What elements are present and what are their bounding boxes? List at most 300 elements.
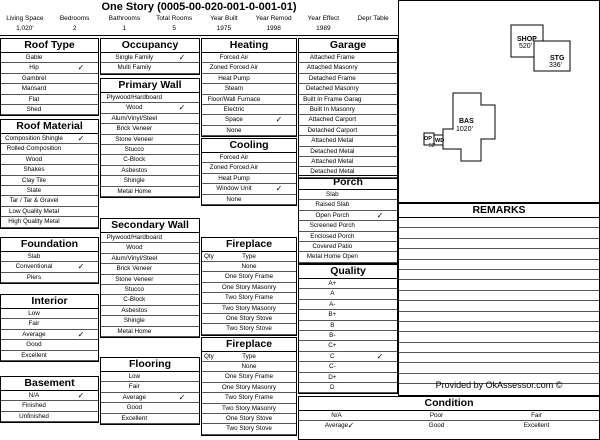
option-row[interactable] (101, 254, 199, 264)
option-label: A (330, 290, 335, 298)
fireplace-option-row[interactable] (202, 393, 296, 403)
option-row[interactable] (101, 306, 199, 316)
option-label: B- (329, 331, 336, 339)
qty-header: Qty (204, 353, 214, 360)
option-label: Shingle (123, 317, 145, 325)
option-label: Built In Masonry (309, 105, 355, 113)
fireplace-option-row[interactable] (202, 372, 296, 382)
option-row[interactable] (1, 196, 98, 206)
check-mark-icon: ✓ (77, 262, 85, 272)
option-row[interactable] (1, 176, 98, 186)
garage-section (298, 38, 398, 179)
option-row[interactable] (1, 351, 98, 361)
remarks-line[interactable] (399, 249, 599, 259)
foundation-title: Foundation (1, 238, 98, 252)
option-row[interactable] (299, 74, 397, 84)
fireplace-option-row[interactable] (202, 414, 296, 424)
header-field (0, 14, 50, 36)
option-label: Piers (26, 273, 42, 281)
option-row[interactable] (299, 373, 397, 383)
remarks-line[interactable] (399, 291, 599, 301)
option-row[interactable] (299, 200, 397, 210)
option-label: B+ (328, 311, 337, 319)
option-row[interactable] (299, 63, 397, 73)
option-row[interactable] (1, 330, 98, 340)
option-label: Shed (26, 105, 42, 113)
option-label: D (330, 383, 335, 391)
header-field-label: Bathrooms (108, 15, 141, 22)
option-row[interactable] (1, 165, 98, 175)
building-sketch (398, 0, 600, 203)
option-label: Stone Veneer (115, 135, 154, 143)
option-label: Flat (28, 95, 40, 103)
option-row[interactable] (299, 383, 397, 393)
option-label: Attached Frame (309, 54, 355, 61)
fireplace-title: Fireplace (202, 238, 296, 252)
option-row[interactable] (101, 103, 199, 113)
op-label: OP (424, 136, 432, 142)
occupancy-title: Occupancy (101, 39, 199, 53)
option-label: Unfinished (19, 412, 49, 420)
option-row[interactable] (101, 295, 199, 305)
option-row[interactable] (299, 147, 397, 157)
quality-title: Quality (299, 265, 397, 279)
check-mark-icon: ✓ (77, 329, 85, 339)
option-row[interactable] (1, 134, 98, 144)
fireplace-option-row[interactable] (202, 404, 296, 414)
header-field (249, 14, 299, 36)
fireplace-option-label: None (241, 363, 257, 370)
fireplace-header-row (202, 252, 296, 262)
option-label: Asbestos (121, 166, 148, 174)
remarks-line[interactable] (399, 363, 599, 373)
fireplace-option-row[interactable] (202, 262, 296, 272)
fireplace-option-row[interactable] (202, 283, 296, 293)
porch-section (298, 175, 398, 264)
fireplace-header-row (202, 352, 296, 362)
option-row[interactable] (1, 340, 98, 350)
option-label: Detached Carport (307, 126, 358, 134)
heating-section (201, 38, 297, 137)
roof-material-section (0, 119, 99, 229)
condition-section (298, 396, 600, 440)
option-label: Single Family (115, 54, 154, 61)
option-label: Detached Metal (310, 147, 355, 155)
fireplace-option-label: One Story Stove (225, 314, 273, 322)
option-row[interactable] (299, 242, 397, 252)
option-row[interactable] (299, 300, 397, 310)
option-label: Stucco (124, 285, 144, 293)
option-label: Clay Tile (21, 176, 47, 184)
option-row[interactable] (202, 184, 296, 194)
remarks-title: REMARKS (399, 204, 599, 218)
option-label: Wood (126, 104, 143, 112)
option-label: Average (122, 393, 146, 401)
fireplace-option-row[interactable] (202, 383, 296, 393)
remarks-line[interactable] (399, 218, 599, 228)
header-field-label: Depr Table (357, 15, 389, 22)
remarks-line[interactable] (399, 270, 599, 280)
option-label: C-Block (123, 296, 146, 304)
option-label: Brick Veneer (116, 265, 153, 273)
option-label: Enclosed Porch (310, 232, 355, 240)
g-label: 52' (429, 143, 436, 149)
fireplace-option-row[interactable] (202, 324, 296, 334)
header-field (50, 14, 100, 36)
header-field-value: 1989 (316, 25, 331, 32)
option-label: Low Quality Metal (8, 207, 59, 215)
secondary-wall-section (100, 218, 200, 338)
option-row[interactable] (299, 53, 397, 63)
option-label: Metal Home (117, 187, 152, 195)
option-label: Mansard (21, 85, 47, 93)
option-label: Electric (223, 105, 245, 113)
option-label: Slab (326, 191, 339, 198)
header-field (348, 14, 398, 36)
option-row[interactable] (299, 95, 397, 105)
option-label: Metal Home Open (306, 253, 358, 261)
basement-section (0, 376, 99, 423)
option-row[interactable] (202, 53, 296, 63)
fireplace-option-label: One Story Frame (224, 273, 274, 281)
stg-area: 336' (549, 62, 563, 69)
option-row[interactable] (299, 341, 397, 351)
remarks-line[interactable] (399, 343, 599, 353)
option-row[interactable] (202, 95, 296, 105)
fireplace-option-row[interactable] (202, 314, 296, 324)
option-row[interactable] (101, 382, 199, 392)
roof-material-title: Roof Material (1, 120, 98, 134)
option-row[interactable] (299, 157, 397, 167)
header-field (149, 14, 199, 36)
condition-option[interactable]: Good (428, 422, 445, 429)
option-row[interactable] (1, 155, 98, 165)
option-label: Screened Porch (309, 222, 355, 230)
secondary-wall-title: Secondary Wall (101, 219, 199, 233)
condition-title: Condition (299, 397, 599, 411)
header-field-label: Living Space (6, 15, 44, 22)
option-row[interactable] (202, 153, 296, 163)
option-row[interactable] (101, 176, 199, 186)
check-mark-icon: ✓ (77, 63, 85, 73)
option-row[interactable] (101, 135, 199, 145)
option-label: A+ (328, 280, 337, 287)
remarks-line[interactable] (399, 228, 599, 238)
option-row[interactable] (299, 115, 397, 125)
option-row[interactable] (101, 124, 199, 134)
option-label: Heat Pump (218, 174, 250, 182)
header-field-value: 1975 (216, 25, 232, 32)
option-label: Stone Veneer (115, 275, 154, 283)
fireplace-option-label: One Story Frame (224, 373, 274, 381)
fireplace-option-row[interactable] (202, 272, 296, 282)
check-mark-icon: ✓ (178, 53, 186, 62)
option-row[interactable] (299, 211, 397, 221)
option-label: Brick Veneer (116, 125, 153, 133)
option-label: C (330, 352, 335, 360)
option-label: Attached Metal (311, 137, 354, 145)
condition-option[interactable]: Fair (531, 412, 542, 419)
foundation-section (0, 237, 99, 284)
fireplace-option-label: Two Story Stove (226, 325, 272, 333)
option-label: Fair (28, 320, 40, 328)
check-mark-icon: ✓ (77, 391, 85, 400)
option-label: A- (329, 300, 336, 308)
option-label: Zoned Forced Air (209, 164, 259, 172)
option-row[interactable] (202, 84, 296, 94)
option-label: Detached Frame (308, 74, 356, 82)
option-label: Composition Shingle (5, 135, 63, 142)
check-mark-icon: ✓ (275, 115, 283, 125)
cooling-section (201, 138, 297, 206)
option-label: Good (126, 404, 143, 412)
cooling-title: Cooling (202, 139, 296, 153)
option-label: Shakes (23, 166, 45, 174)
header-field (199, 14, 249, 36)
option-row[interactable] (1, 412, 98, 422)
option-row[interactable] (1, 217, 98, 227)
option-row[interactable] (1, 63, 98, 73)
fireplace-option-label: One Story Masonry (221, 283, 277, 291)
option-label: Metal Home (117, 327, 152, 335)
header-field-label: Bedrooms (59, 15, 90, 22)
option-row[interactable] (299, 105, 397, 115)
header-field-label: Year Built (210, 15, 238, 22)
heating-title: Heating (202, 39, 296, 53)
remarks-line[interactable] (399, 353, 599, 363)
option-row[interactable] (202, 74, 296, 84)
fireplace-title: Fireplace (202, 338, 296, 352)
type-header: Type (242, 253, 256, 260)
option-label: Excellent (21, 351, 47, 359)
option-label: Attached Metal (311, 157, 354, 165)
option-label: Wood (25, 155, 43, 163)
fireplace-option-row[interactable] (202, 362, 296, 372)
roof-type-title: Roof Type (1, 39, 98, 53)
option-label: Attached Carport (308, 116, 357, 124)
option-label: Low (28, 310, 40, 317)
option-row[interactable] (299, 362, 397, 372)
option-row[interactable] (1, 319, 98, 329)
basement-title: Basement (1, 377, 98, 391)
option-label: Conventional (15, 263, 53, 271)
option-label: Zoned Forced Air (209, 64, 259, 72)
option-row[interactable] (1, 252, 98, 262)
option-row[interactable] (299, 136, 397, 146)
option-row[interactable] (1, 95, 98, 105)
option-row[interactable] (101, 372, 199, 382)
option-row[interactable] (299, 289, 397, 299)
option-label: Wood (126, 244, 143, 252)
option-label: Hip (29, 64, 39, 72)
option-label: Stucco (124, 145, 144, 153)
option-label: Gambrel (21, 74, 47, 82)
option-label: Rolled Composition (6, 145, 62, 153)
option-label: Heat Pump (218, 74, 250, 82)
option-label: Window Unit (216, 185, 252, 193)
option-row[interactable] (101, 275, 199, 285)
option-row[interactable] (299, 279, 397, 289)
option-label: Built In Frame Garag (303, 95, 362, 103)
remarks-line[interactable] (399, 280, 599, 290)
option-row[interactable] (1, 309, 98, 319)
option-label: B (330, 321, 335, 329)
option-row[interactable] (299, 126, 397, 136)
option-label: Forced Air (219, 54, 249, 61)
option-row[interactable] (299, 331, 397, 341)
option-label: Plywood/Hardboard (106, 94, 162, 101)
option-row[interactable] (202, 63, 296, 73)
option-label: Space (225, 116, 243, 124)
shop-area: 520' (519, 43, 533, 50)
interior-title: Interior (1, 295, 98, 309)
option-row[interactable] (1, 401, 98, 411)
option-label: C+ (328, 342, 337, 350)
option-row[interactable] (101, 145, 199, 155)
bas-label: BAS (459, 118, 474, 125)
option-label: Tar / Tar & Gravel (9, 197, 59, 205)
condition-option[interactable]: N/A (331, 412, 342, 419)
option-label: Slate (26, 186, 42, 194)
option-row[interactable] (1, 207, 98, 217)
fireplace-option-label: One Story Stove (225, 414, 273, 422)
roof-type-section (0, 38, 99, 116)
option-row[interactable] (101, 166, 199, 176)
option-row[interactable] (202, 195, 296, 205)
fireplace-option-row[interactable] (202, 304, 296, 314)
condition-option[interactable]: Poor (429, 412, 444, 419)
option-row[interactable] (101, 403, 199, 413)
remarks-line[interactable] (399, 322, 599, 332)
option-label: Fair (128, 383, 140, 391)
option-row[interactable] (1, 105, 98, 115)
option-row[interactable] (299, 232, 397, 242)
option-label: Alum/Vinyl/Steel (111, 114, 158, 122)
condition-option[interactable]: Excellent (523, 422, 550, 429)
option-label: Floor/Wall Furnace (207, 95, 261, 103)
option-row[interactable] (299, 84, 397, 94)
option-label: Multi Family (117, 64, 152, 72)
option-row[interactable] (1, 74, 98, 84)
option-row[interactable] (299, 321, 397, 331)
check-mark-icon: ✓ (178, 392, 186, 402)
primary-wall-section (100, 78, 200, 198)
option-row[interactable] (299, 252, 397, 262)
header-field-value: 1998 (266, 25, 281, 32)
option-label: Excellent (121, 414, 148, 422)
option-label: High Quality Metal (8, 218, 60, 226)
floor-plan-drawing (399, 1, 599, 202)
option-row[interactable] (299, 310, 397, 320)
option-row[interactable] (299, 221, 397, 231)
option-label: Plywood/Hardboard (106, 234, 162, 241)
option-label: N/A (28, 392, 40, 399)
option-row[interactable] (101, 316, 199, 326)
fireplace-option-row[interactable] (202, 293, 296, 303)
option-row[interactable] (1, 391, 98, 401)
option-row[interactable] (202, 115, 296, 125)
check-mark-icon: ✓ (275, 184, 283, 194)
option-row[interactable] (202, 174, 296, 184)
remarks-line[interactable] (399, 239, 599, 249)
option-row[interactable] (1, 144, 98, 154)
option-label: Finished (22, 402, 46, 410)
option-row[interactable] (101, 93, 199, 103)
option-row[interactable] (299, 190, 397, 200)
header-field-value: 5 (172, 25, 176, 32)
remarks-line[interactable] (399, 260, 599, 270)
remarks-line[interactable] (399, 312, 599, 322)
option-row[interactable] (101, 53, 199, 63)
option-row[interactable] (299, 352, 397, 362)
remarks-line[interactable] (399, 332, 599, 342)
option-label: C- (328, 363, 336, 371)
header-field (100, 14, 150, 36)
check-mark-icon: ✓ (178, 103, 186, 113)
option-row[interactable] (101, 285, 199, 295)
option-row[interactable] (101, 327, 199, 337)
option-row[interactable] (101, 233, 199, 243)
remarks-section (398, 203, 600, 396)
condition-row-2 (299, 421, 599, 431)
option-row[interactable] (1, 53, 98, 63)
fireplace-section-2 (201, 337, 297, 436)
option-row[interactable] (101, 264, 199, 274)
option-label: Attached Masonry (306, 64, 358, 72)
qty-header: Qty (204, 253, 214, 260)
bas-area: 1020' (456, 126, 473, 133)
option-label: Average (22, 330, 46, 338)
option-row[interactable] (101, 155, 199, 165)
option-row[interactable] (1, 273, 98, 283)
option-label: Covered Patio (312, 242, 353, 250)
option-label: Gable (25, 54, 43, 61)
condition-option[interactable]: Average (324, 422, 349, 429)
option-row[interactable] (202, 163, 296, 173)
option-row[interactable] (202, 126, 296, 136)
header-field-value: 2 (72, 25, 77, 32)
option-row[interactable] (1, 186, 98, 196)
header-field-value: 1 (122, 25, 127, 32)
option-row[interactable] (1, 262, 98, 272)
fireplace-option-label: Two Story Frame (225, 394, 273, 402)
header-field-value: 1,020' (16, 25, 34, 32)
header-field (299, 14, 349, 36)
option-row[interactable] (101, 393, 199, 403)
interior-section (0, 294, 99, 362)
fireplace-option-row[interactable] (202, 424, 296, 434)
wd-label: WD (435, 138, 445, 144)
option-row[interactable] (101, 187, 199, 197)
type-header: Type (242, 353, 256, 360)
option-label: Detached Metal (310, 168, 355, 176)
option-label: Good (26, 341, 42, 349)
option-row[interactable] (1, 84, 98, 94)
option-row[interactable] (101, 414, 199, 424)
option-row[interactable] (101, 243, 199, 253)
option-label: Open Porch (315, 211, 350, 219)
fireplace-option-label: Two Story Masonry (222, 404, 276, 412)
header-field-label: Total Rooms (156, 15, 193, 22)
option-label: Alum/Vinyl/Steel (111, 254, 158, 262)
option-row[interactable] (202, 105, 296, 115)
option-label: D+ (328, 373, 337, 381)
option-row[interactable] (101, 114, 199, 124)
remarks-line[interactable] (399, 301, 599, 311)
option-label: Low (128, 373, 141, 380)
option-row[interactable] (101, 63, 199, 73)
condition-row-1 (299, 411, 599, 421)
